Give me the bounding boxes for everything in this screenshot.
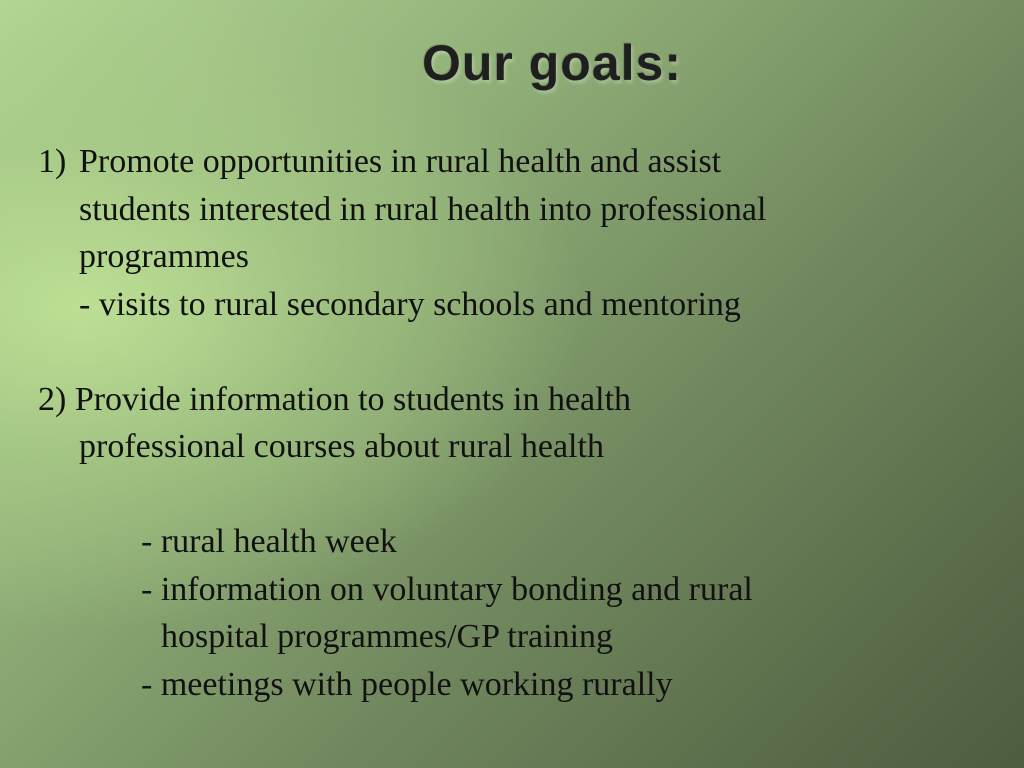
goal-1-line-1: Promote opportunities in rural health and assist — [79, 143, 722, 180]
slide-body — [38, 138, 998, 708]
goal-2-line-2: professional courses about rural health — [79, 428, 604, 465]
goal-2 — [38, 376, 998, 709]
goal-2-sub-item-3: - meetings with people working rurally — [141, 665, 673, 703]
goal-1 — [38, 138, 998, 328]
goal-1-sub-item: - visits to rural secondary schools and mentoring — [79, 285, 741, 323]
goal-2-sub-item-2-continued: hospital programmes/GP training — [161, 618, 614, 655]
goal-2-line-1: 2) Provide information to students in health — [38, 380, 632, 418]
goal-2-sub-item-2: - information on voluntary bonding and rural — [141, 570, 753, 608]
goal-2-sub-item-1: - rural health week — [141, 523, 397, 560]
spacer — [38, 328, 998, 376]
goal-1-number: 1) — [38, 143, 67, 180]
goal-1-line-3: programmes — [79, 238, 249, 275]
goal-1-line-2: students interested in rural health into professional — [79, 190, 767, 228]
spacer — [38, 471, 998, 519]
slide-title: Our goals: — [421, 35, 683, 91]
